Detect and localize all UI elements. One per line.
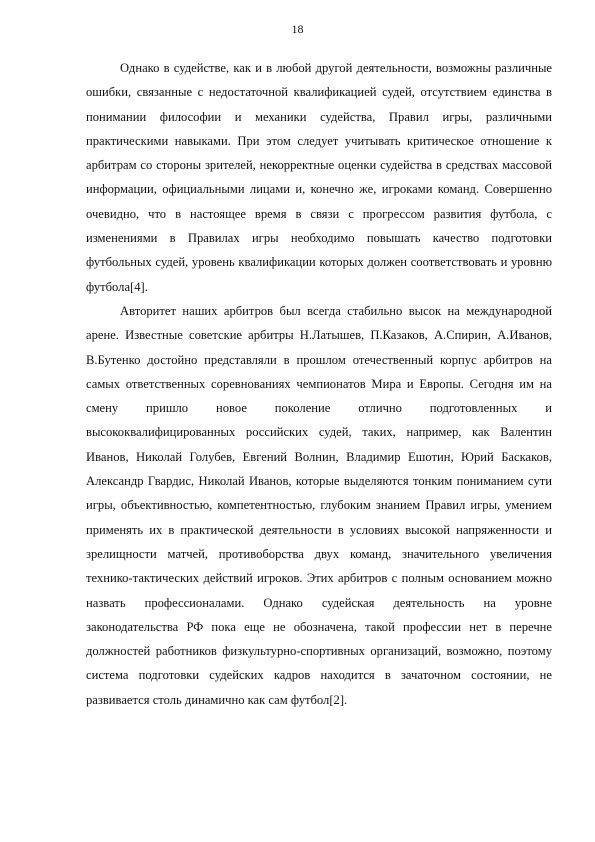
paragraph-2: Авторитет наших арбитров был всегда стабильно высок на международной арене. Известные советские арбитры Н.Латышев, П.Казаков, А.Спирин, А.Иванов, В.Бутенко достойно представляли в прошлом отечественный корпус арбитров на самых ответственных соревнованиях чемпионатов Мира и Европы. Сегодня им на смену пришло новое поколение отлично подготовленных и высококвалифицированных российских судей, таких, например, как Валентин Иванов, Николай Голубев, Евгений Волнин, Владимир Ешотин, Юрий Баскаков, Александр Гвардис, Николай Иванов, которые выделяются тонким пониманием сути игры, объективностью, компетентностью, глубоким знанием Правил игры, умением применять их в практической деятельности в условиях высокой напряженности и зрелищности матчей, противоборства двух команд, значительного увеличения технико-тактических действий игроков. Этих арбитров с полным основанием можно назвать профессионалами. Однако судейская деятельность на уровне законодательства РФ пока еще не обозначена, такой профессии нет в перечне должностей работников физкультурно-спортивных организаций, возможно, поэтому система подготовки судейских кадров находится в зачаточном состоянии, не развивается столь динамично как сам футбол[2]. (86, 303, 552, 707)
paragraph-1: Однако в судействе, как и в любой другой деятельности, возможны различные ошибки, связанные с недостаточной квалификацией судей, отсутствием единства в понимании философии и механики судейства, Правил игры, различными практическими навыками. При этом следует учитывать критическое отношение к арбитрам со стороны зрителей, некорректные оценки судейства в средствах массовой информации, официальными лицами и, конечно же, игроками команд. Совершенно очевидно, что в настоящее время в связи с прогрессом развития футбола, с изменениями в Правилах игры необходимо повышать качество подготовки футбольных судей, уровень квалификации которых должен соответствовать и уровню футбола[4]. (86, 61, 552, 294)
page-number: 18 (291, 22, 304, 36)
body-text (86, 56, 552, 712)
